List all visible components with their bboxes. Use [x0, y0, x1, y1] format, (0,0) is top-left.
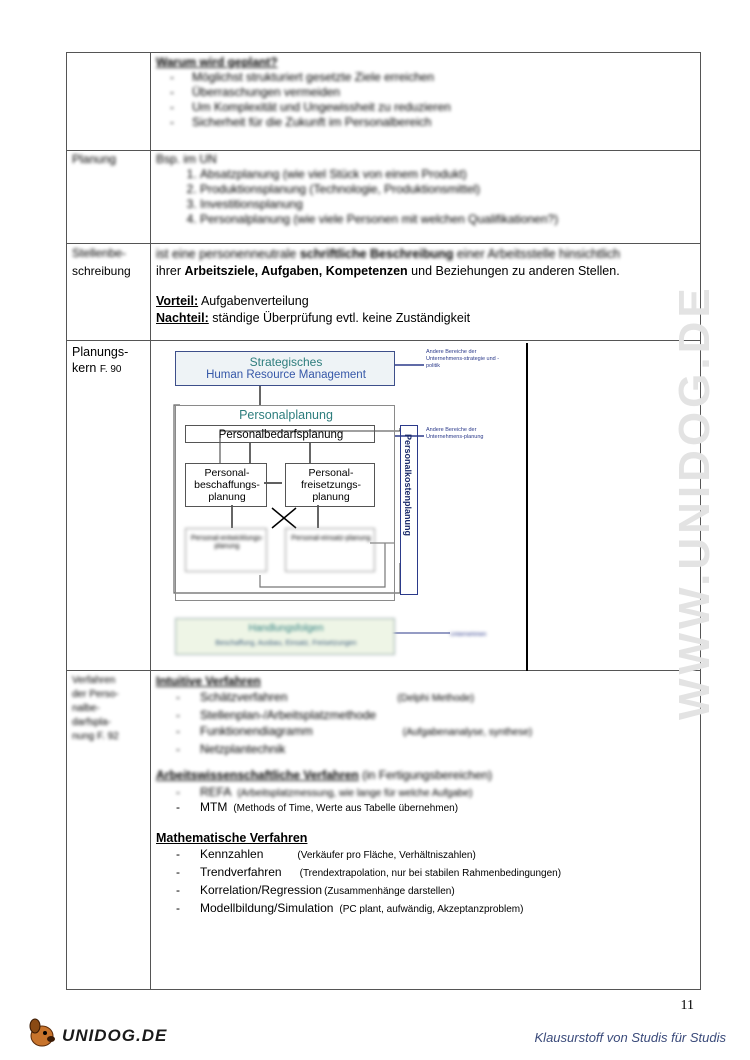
list-item: 2. Produktionsplanung (Technologie, Produktionsmittel) — [200, 182, 696, 197]
side-note: Andere Bereiche der Unternehmens-planung — [426, 427, 484, 440]
label-line: kern — [72, 361, 97, 375]
label-line: nung F. 92 — [72, 731, 119, 742]
box-label: Personal-einsatz-planung — [291, 535, 371, 542]
row-divider — [66, 340, 701, 341]
box-label: Personalbedarfsplanung — [218, 429, 344, 441]
disadvantage-text: ständige Überprüfung evtl. keine Zuständigkeit — [212, 311, 471, 325]
unidog-logo — [22, 1016, 168, 1050]
row-divider — [66, 243, 701, 244]
text: ihrer — [156, 264, 182, 278]
strategic-hrm-box — [175, 351, 395, 386]
list-item: - Um Komplexität und Ungewissheit zu reduzieren — [174, 100, 696, 115]
list-item: - Überraschungen vermeiden — [174, 85, 696, 100]
list-item: - Netzplantechnik — [156, 741, 696, 757]
disadvantage-label: Nachteil: — [156, 311, 209, 325]
planning-core-diagram — [160, 343, 530, 671]
watermark: WWW.UNIDOG.DE — [670, 284, 719, 720]
row-label-planung: Planung — [72, 152, 117, 166]
column-divider — [150, 52, 151, 990]
heading-suffix: (in Fertigungsbereichen) — [362, 768, 493, 782]
box-subtitle: Beschaffung, Ausbau, Einsatz, Freisetzungen — [215, 640, 357, 647]
list-item: - Schätzverfahren (Delphi Methode) — [156, 689, 696, 707]
disadvantage-line — [156, 310, 696, 327]
label-line: nalbe- — [72, 703, 100, 714]
section-heading: Mathematische Verfahren — [156, 831, 308, 845]
logo-text: UNIDOG.DE — [62, 1026, 168, 1045]
box-label: Personal-entwicklungs-planung — [190, 535, 264, 550]
text: einer Arbeitsstelle hinsichtlich — [456, 247, 621, 261]
text-bold: Arbeitsziele, Aufgaben, Kompetenzen — [184, 264, 408, 278]
row-why-planning — [156, 55, 696, 130]
list-item: 4. Personalplanung (wie viele Personen mit welchen Qualifikationen?) — [200, 212, 696, 227]
box-label: Personalkostenplanung — [403, 434, 413, 537]
mathematical-methods — [156, 831, 696, 918]
list-item: - Möglichst strukturiert gesetzte Ziele erreichen — [174, 70, 696, 85]
list-item: - Korrelation/Regression (Zusammenhänge darstellen) — [156, 882, 696, 900]
dog-icon — [22, 1016, 60, 1050]
box-label: Personal-freisetzungs-planung — [300, 467, 362, 503]
bedarfsplanung-box — [185, 425, 375, 443]
advantage-text: Aufgabenverteilung — [200, 294, 309, 308]
list-item: - Trendverfahren (Trendextrapolation, nur bei stabilen Rahmenbedingungen) — [156, 864, 696, 882]
label-line: darfspla- — [72, 717, 111, 728]
method-name: MTM — [200, 800, 228, 814]
page-number: 11 — [680, 998, 694, 1013]
box-title: Handlungsfolgen — [248, 623, 324, 634]
section-heading: Warum wird geplant? — [156, 55, 278, 69]
list-item: - Kennzahlen (Verkäufer pro Fläche, Verhältniszahlen) — [156, 846, 696, 864]
box-subtitle: Human Resource Management — [206, 369, 366, 381]
row-planung — [156, 152, 696, 227]
definition-line-2 — [156, 263, 696, 280]
side-note: Unternehmen — [450, 632, 487, 638]
arbeits-heading-line — [156, 768, 696, 783]
list-item: - Modellbildung/Simulation (PC plant, aufwändig, Akzeptanzproblem) — [156, 900, 696, 918]
label-line: der Perso- — [72, 689, 119, 700]
box-label: Personal-beschaffungs-planung — [194, 467, 260, 503]
row-label-bottom: schreibung — [72, 264, 131, 278]
text: und Beziehungen zu anderen Stellen. — [411, 264, 620, 278]
list-item: - Funktionendiagramm (Aufgabenanalyse, synthese) — [156, 723, 696, 741]
list-item: - Stellenplan-/Arbeitsplatzmethode — [156, 707, 696, 723]
figure-ref: F. 90 — [99, 364, 122, 375]
beschaffung-box — [185, 463, 267, 507]
intro-text: Bsp. im UN — [156, 152, 217, 166]
tagline: Klausurstoff von Studis für Studis — [534, 1030, 726, 1045]
label-line: Planungs- — [72, 345, 129, 359]
row-label-top: Stellenbe- — [72, 246, 127, 260]
advantage-label: Vorteil: — [156, 294, 199, 308]
box-title: Strategisches — [249, 355, 323, 369]
entwicklung-box — [185, 528, 267, 572]
label-line: Verfahren — [72, 675, 116, 686]
intuitive-methods — [156, 674, 696, 757]
planning-list — [156, 167, 696, 227]
freisetzung-box — [285, 463, 375, 507]
einsatz-box — [285, 528, 375, 572]
text-bold: schriftliche Beschreibung — [299, 247, 454, 261]
mtm-line — [156, 799, 696, 817]
method-note: (Methods of Time, Werte aus Tabelle übernehmen) — [233, 803, 459, 814]
text: ist eine personenneutrale — [156, 247, 297, 261]
reason-list — [156, 70, 696, 130]
list-item: 1. Absatzplanung (wie viel Stück von einem Produkt) — [200, 167, 696, 182]
advantage-line — [156, 293, 696, 310]
row-stellenbeschreibung — [156, 246, 696, 327]
row-divider — [66, 150, 701, 151]
kostenplanung-box — [400, 425, 418, 595]
row-label-verfahren — [72, 674, 119, 744]
definition-line-1 — [156, 246, 696, 263]
side-note: Andere Bereiche der Unternehmens-strategie und -politik — [426, 349, 500, 369]
refa-line: - REFA (Arbeitsplatzmessung, wie lange für welche Aufgabe) — [156, 784, 696, 792]
row-label-planungskern — [72, 344, 128, 378]
section-heading: Arbeitswissenschaftliche Verfahren — [156, 768, 359, 782]
section-heading: Intuitive Verfahren — [156, 674, 261, 688]
list-item: 3. Investitionsplanung — [200, 197, 696, 212]
handlungsfolgen-box — [175, 618, 395, 655]
list-item: - Sicherheit für die Zukunft im Personalbereich — [174, 115, 696, 130]
box-title: Personalplanung — [239, 408, 333, 422]
